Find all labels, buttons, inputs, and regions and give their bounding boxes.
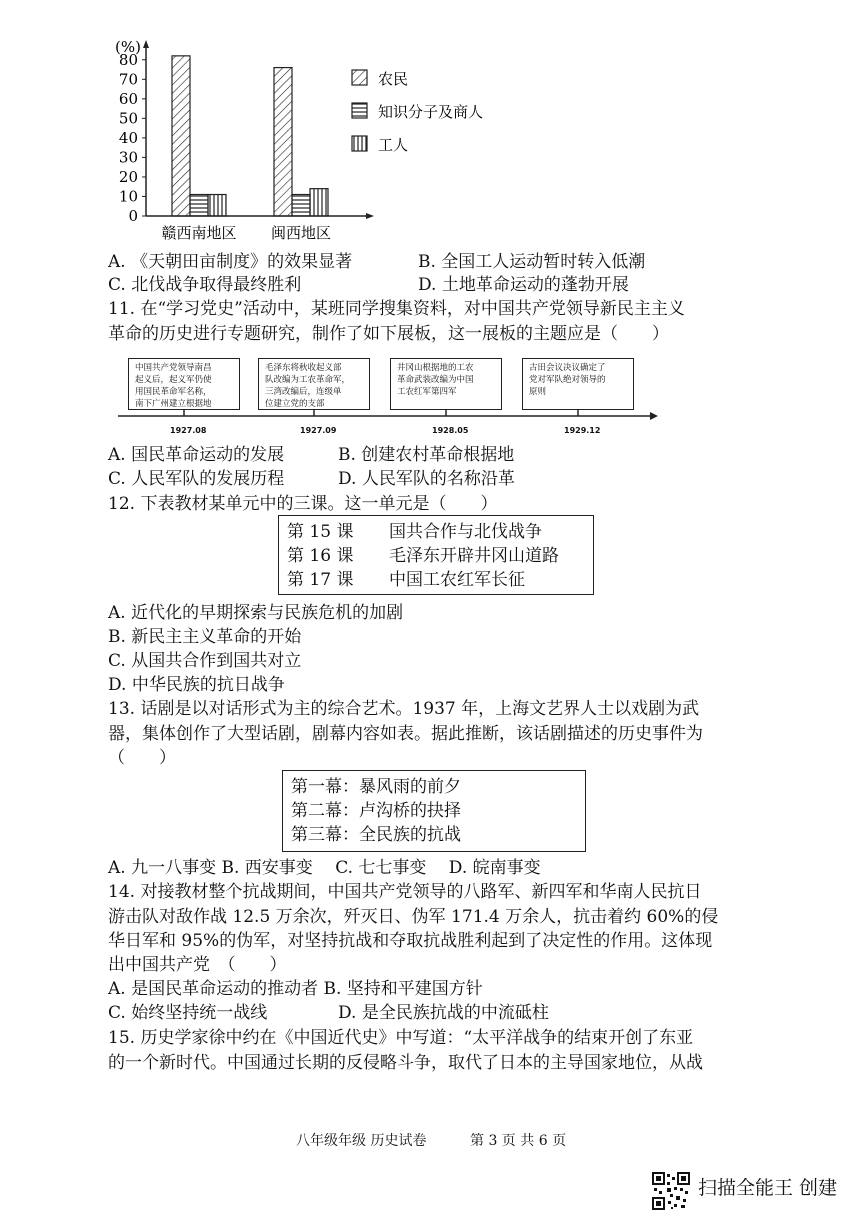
q14-option-ab: A. 是国民革命运动的推动者 B. 坚持和平建国方针 <box>108 979 483 999</box>
y-tick-label: 0 <box>128 207 138 225</box>
q12-stem: 12. 下表教材某单元中的三课。这一单元是（ ） <box>108 494 498 514</box>
lesson-no: 第 17 课 <box>287 570 354 590</box>
y-tick-label: 70 <box>118 70 138 89</box>
timeline-date-1: 1927.08 <box>170 426 207 435</box>
timeline-box-1-line: 中国共产党领导南昌 <box>135 363 212 373</box>
q15-stem-line1: 15. 历史学家徐中约在《中国近代史》中写道：“太平洋战争的结束开创了东亚 <box>108 1028 694 1048</box>
q12-lesson-table <box>278 515 594 595</box>
y-axis-label: (%) <box>115 38 141 56</box>
timeline-box-2-line: 三湾改编后，连级单 <box>265 387 342 397</box>
category-label: 赣西南地区 <box>161 224 237 242</box>
timeline-box-3-line: 革命武装改编为中国 <box>397 375 474 385</box>
legend-swatch <box>352 103 367 118</box>
timeline-box-4-line: 党对军队绝对领导的 <box>529 375 606 385</box>
q14-option-c: C. 始终坚持统一战线 <box>108 1003 268 1023</box>
timeline-box-2-line: 队改编为工农革命军， <box>265 375 351 385</box>
bar-chart <box>100 38 520 248</box>
q11-timeline <box>100 350 660 440</box>
bar <box>208 195 226 216</box>
bar <box>274 68 292 216</box>
legend-swatch <box>352 70 367 85</box>
bar <box>172 56 190 216</box>
lesson-title: 毛泽东开辟井冈山道路 <box>389 546 559 566</box>
lesson-no: 第 15 课 <box>287 522 354 542</box>
q10-option-d: D. 土地革命运动的蓬勃开展 <box>418 275 629 295</box>
y-tick-label: 50 <box>118 109 138 128</box>
q14-stem-line2: 游击队对敌作战 12.5 万余次，歼灭日、伪军 171.4 万余人，抗击着约 60%的侵 <box>108 907 719 927</box>
act-line: 第三幕：全民族的抗战 <box>291 825 461 845</box>
y-tick-label: 10 <box>118 187 138 206</box>
y-tick-label: 30 <box>118 148 138 167</box>
footer-page-number: 第 3 页 共 6 页 <box>470 1133 567 1149</box>
q14-stem-line4: 出中国共产党 （ ） <box>108 955 287 975</box>
footer-exam-title: 八年级年级 历史试卷 <box>296 1133 427 1149</box>
q11-option-c: C. 人民军队的发展历程 <box>108 469 285 489</box>
timeline-date-3: 1928.05 <box>432 426 469 435</box>
q14-stem-line3: 华日军和 95%的伪军，对坚持抗战和夺取抗战胜利起到了决定性的作用。这体现 <box>108 931 713 951</box>
timeline-date-4: 1929.12 <box>564 426 601 435</box>
timeline-box-3-line: 工农红军第四军 <box>397 387 457 397</box>
lesson-no: 第 16 课 <box>287 546 354 566</box>
q12-option-d: D. 中华民族的抗日战争 <box>108 675 285 695</box>
y-tick-label: 80 <box>118 50 138 69</box>
y-tick-label: 60 <box>118 89 138 108</box>
q13-stem-line2: 器，集体创作了大型话剧，剧幕内容如表。据此推断，该话剧描述的历史事件为 <box>108 724 703 744</box>
q10-option-a: A. 《天朝田亩制度》的效果显著 <box>108 252 353 272</box>
timeline-box-1-line: 南下广州建立根据地 <box>135 399 212 409</box>
q10-option-b: B. 全国工人运动暂时转入低潮 <box>418 252 646 272</box>
scanner-watermark: 扫描全能王 创建 <box>698 1177 838 1199</box>
q11-option-a: A. 国民革命运动的发展 <box>108 445 285 465</box>
y-tick-label: 40 <box>118 128 138 147</box>
q11-stem-line2: 革命的历史进行专题研究，制作了如下展板，这一展板的主题应是（ ） <box>108 324 669 344</box>
timeline-box-1-line: 起义后，起义军仍使 <box>135 375 212 385</box>
legend-label: 工人 <box>378 136 409 154</box>
timeline-box-2-line: 毛泽东将秋收起义部 <box>265 363 342 373</box>
bar <box>310 189 328 216</box>
timeline-date-2: 1927.09 <box>300 426 337 435</box>
legend-swatch <box>352 136 367 151</box>
q13-options: A. 九一八事变 B. 西安事变 C. 七七事变 D. 皖南事变 <box>108 858 541 878</box>
q11-option-b: B. 创建农村革命根据地 <box>338 445 515 465</box>
q13-acts-table <box>282 770 586 852</box>
q14-stem-line1: 14. 对接教材整个抗战期间，中国共产党领导的八路军、新四军和华南人民抗日 <box>108 882 702 902</box>
act-line: 第二幕：卢沟桥的抉择 <box>291 801 461 821</box>
x-axis-arrow <box>366 213 374 219</box>
lesson-title: 中国工农红军长征 <box>389 570 525 590</box>
legend-label: 知识分子及商人 <box>378 103 484 121</box>
q10-option-c: C. 北伐战争取得最终胜利 <box>108 275 302 295</box>
category-label: 闽西地区 <box>270 224 332 242</box>
bar <box>190 195 208 216</box>
y-axis-arrow <box>143 40 149 48</box>
timeline-box-1-line: 用国民革命军名称， <box>135 387 212 397</box>
timeline-box-4-line: 古田会议决议确定了 <box>529 363 606 373</box>
q13-stem-line3: （ ） <box>108 748 176 768</box>
qr-code-icon <box>652 1172 690 1210</box>
timeline-box-2-line: 位建立党的支部 <box>265 399 325 409</box>
legend-label: 农民 <box>378 70 409 88</box>
q13-stem-line1: 13. 话剧是以对话形式为主的综合艺术。1937 年，上海文艺界人士以戏剧为武 <box>108 699 700 719</box>
bar <box>292 195 310 216</box>
lesson-title: 国共合作与北伐战争 <box>389 522 542 542</box>
q14-option-d: D. 是全民族抗战的中流砥柱 <box>338 1003 549 1023</box>
q12-option-c: C. 从国共合作到国共对立 <box>108 651 302 671</box>
timeline-box-3-line: 井冈山根据地的工农 <box>397 363 474 373</box>
q12-option-b: B. 新民主主义革命的开始 <box>108 627 302 647</box>
q11-stem-line1: 11. 在“学习党史”活动中，某班同学搜集资料，对中国共产党领导新民主主义 <box>108 299 685 319</box>
y-tick-label: 20 <box>118 167 138 186</box>
q11-option-d: D. 人民军队的名称沿革 <box>338 469 515 489</box>
q15-stem-line2: 的一个新时代。中国通过长期的反侵略斗争，取代了日本的主导国家地位，从战 <box>108 1053 703 1073</box>
act-line: 第一幕：暴风雨的前夕 <box>291 777 461 797</box>
q12-option-a: A. 近代化的早期探索与民族危机的加剧 <box>108 603 404 623</box>
timeline-box-4-line: 原则 <box>529 387 547 397</box>
